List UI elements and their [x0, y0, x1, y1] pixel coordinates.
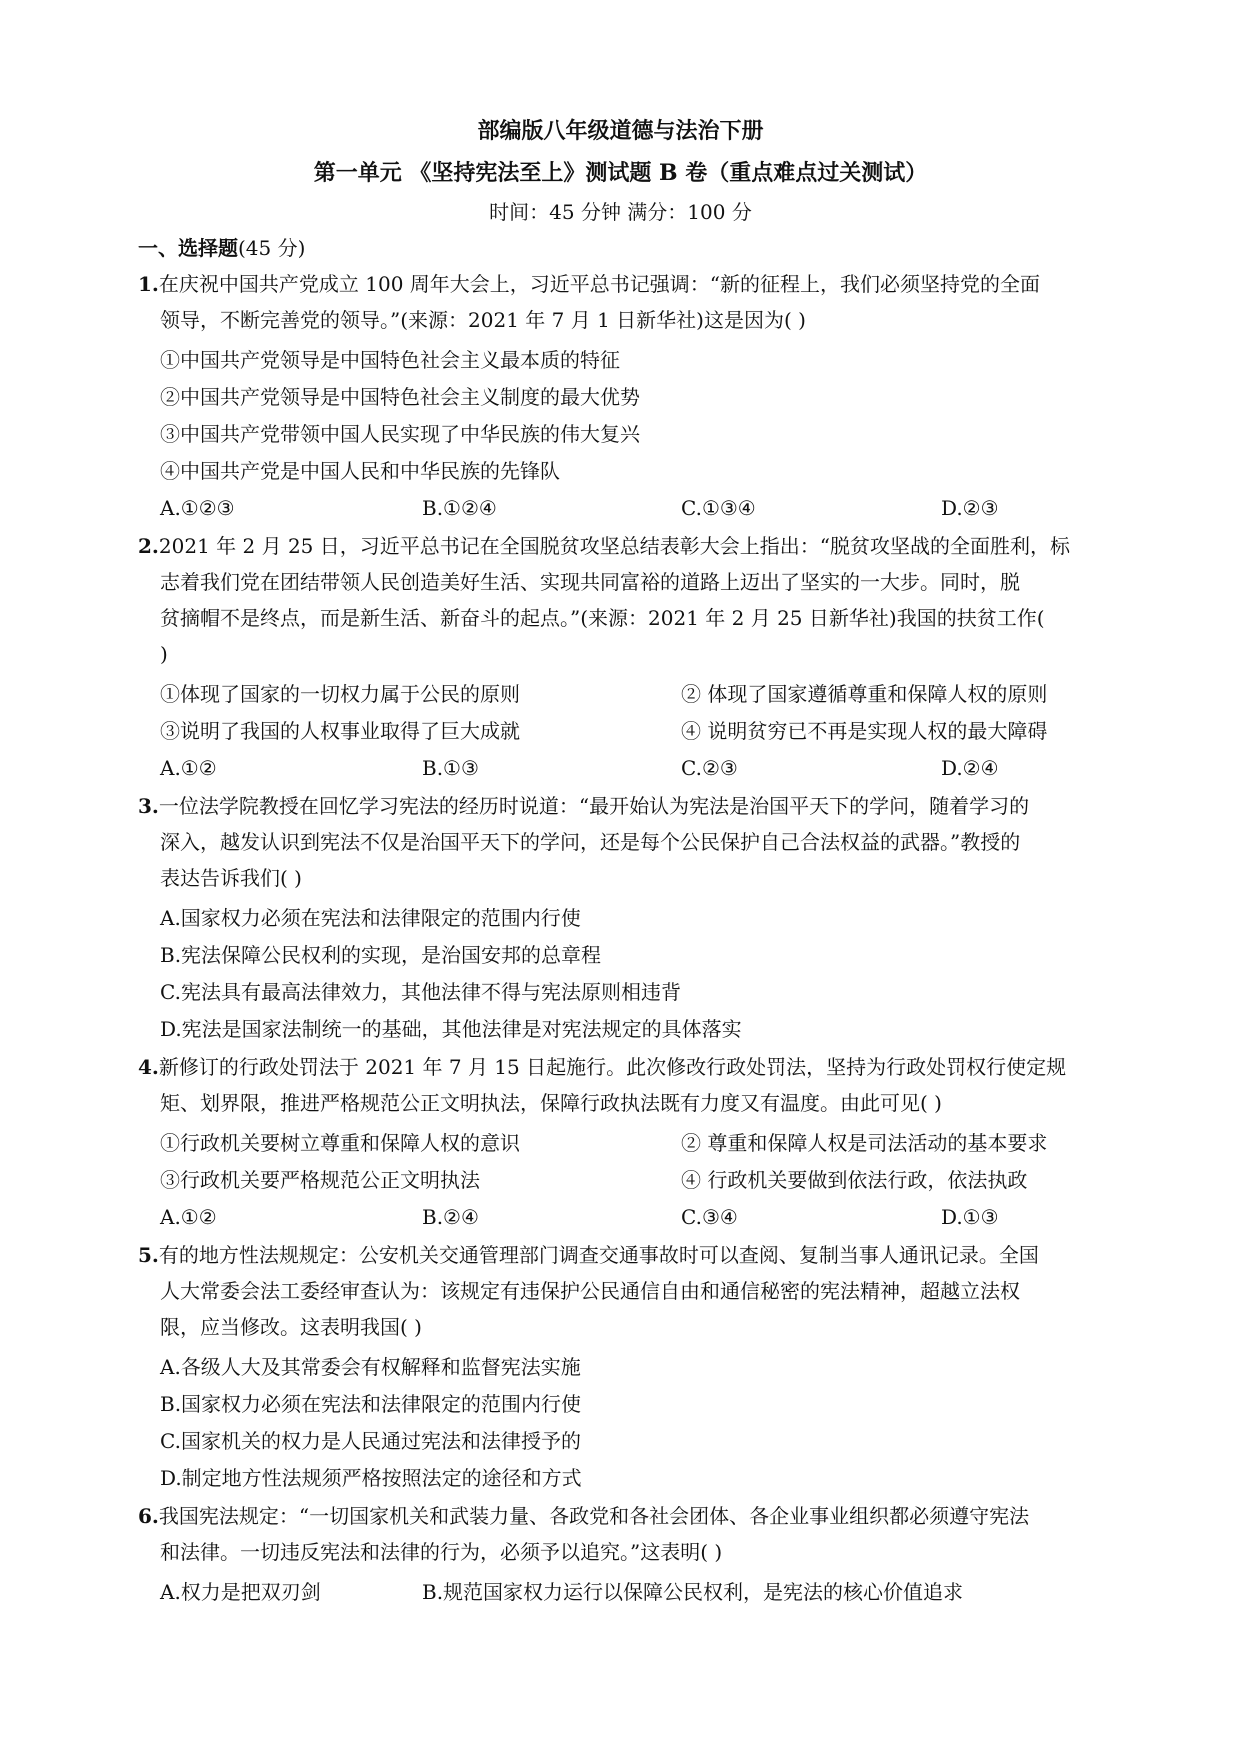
question-number: 6. — [138, 1504, 159, 1528]
question-6-line-1: 6.我国宪法规定：“一切国家机关和武装力量、各政党和各社会团体、各企业事业组织都必须遵守宪法 — [138, 1504, 1030, 1528]
question-4-option-b: B.②④ — [422, 1205, 479, 1229]
question-3-option-a: A.国家权力必须在宪法和法律限定的范围内行使 — [160, 906, 581, 930]
question-4-item-4: ④ 行政机关要做到依法行政，依法执政 — [681, 1168, 1028, 1192]
question-5-option-d: D.制定地方性法规须严格按照法定的途径和方式 — [160, 1466, 582, 1490]
question-2-option-d: D.②④ — [941, 756, 999, 780]
question-4-option-c: C.③④ — [681, 1205, 738, 1229]
question-1-line-2: 领导，不断完善党的领导。”(来源：2021 年 7 月 1 日新华社)这是因为( ) — [160, 308, 806, 332]
question-6-option-b: B.规范国家权力运行以保障公民权利，是宪法的核心价值追求 — [422, 1580, 964, 1604]
exam-time-score: 时间：45 分钟 满分：100 分 — [489, 200, 752, 224]
question-1-line-1: 1.在庆祝中国共产党成立 100 周年大会上，习近平总书记强调：“新的征程上，我们必须坚持党的全面 — [138, 272, 1041, 296]
question-2-line-3: 贫摘帽不是终点，而是新生活、新奋斗的起点。”(来源：2021 年 2 月 25 日新华社)我国的扶贫工作( — [160, 606, 1045, 630]
question-number: 1. — [138, 272, 159, 296]
question-2-line-4: ) — [160, 642, 168, 666]
section-heading — [138, 232, 305, 261]
question-4-line-2: 矩、划界限，推进严格规范公正文明执法，保障行政执法既有力度又有温度。由此可见( ) — [160, 1091, 942, 1115]
question-3-line-3: 表达告诉我们( ) — [160, 866, 302, 890]
question-5-option-b: B.国家权力必须在宪法和法律限定的范围内行使 — [160, 1392, 582, 1416]
question-3-option-c: C.宪法具有最高法律效力，其他法律不得与宪法原则相违背 — [160, 980, 681, 1004]
question-3-line-2: 深入，越发认识到宪法不仅是治国平天下的学问，还是每个公民保护自己合法权益的武器。”教授的 — [160, 830, 1021, 854]
question-1-item-4: ④中国共产党是中国人民和中华民族的先锋队 — [160, 459, 560, 483]
question-3-line-1: 3.一位法学院教授在回忆学习宪法的经历时说道：“最开始认为宪法是治国平天下的学问，随着学习的 — [138, 794, 1030, 818]
question-3-option-b: B.宪法保障公民权利的实现，是治国安邦的总章程 — [160, 943, 602, 967]
question-4-option-d: D.①③ — [941, 1205, 999, 1229]
question-4-item-2: ② 尊重和保障人权是司法活动的基本要求 — [681, 1131, 1048, 1155]
question-2-item-4: ④ 说明贫穷已不再是实现人权的最大障碍 — [681, 719, 1048, 743]
question-2-option-c: C.②③ — [681, 756, 738, 780]
question-5-line-2: 人大常委会法工委经审查认为：该规定有违保护公民通信自由和通信秘密的宪法精神，超越立法权 — [160, 1279, 1020, 1303]
question-number: 4. — [138, 1055, 159, 1079]
question-1-option-a: A.①②③ — [160, 496, 235, 520]
document-subtitle: 第一单元 《坚持宪法至上》测试题 B 卷（重点难点过关测试） — [313, 160, 928, 186]
question-4-item-3: ③行政机关要严格规范公正文明执法 — [160, 1168, 480, 1192]
question-2-item-3: ③说明了我国的人权事业取得了巨大成就 — [160, 719, 520, 743]
question-5-option-a: A.各级人大及其常委会有权解释和监督宪法实施 — [160, 1355, 581, 1379]
question-2-line-2: 志着我们党在团结带领人民创造美好生活、实现共同富裕的道路上迈出了坚实的一大步。同时，脱 — [160, 570, 1020, 594]
question-number: 2. — [138, 534, 159, 558]
question-6-option-a: A.权力是把双刃剑 — [160, 1580, 321, 1604]
question-1-option-b: B.①②④ — [422, 496, 497, 520]
question-5-line-3: 限，应当修改。这表明我国( ) — [160, 1315, 422, 1339]
question-6-line-2: 和法律。一切违反宪法和法律的行为，必须予以追究。”这表明( ) — [160, 1540, 723, 1564]
question-2-item-1: ①体现了国家的一切权力属于公民的原则 — [160, 682, 520, 706]
question-5-line-1: 5.有的地方性法规规定：公安机关交通管理部门调查交通事故时可以查阅、复制当事人通讯记录。全国 — [138, 1243, 1039, 1267]
question-1-option-c: C.①③④ — [681, 496, 756, 520]
question-2-line-1: 2.2021 年 2 月 25 日，习近平总书记在全国脱贫攻坚总结表彰大会上指出：“脱贫攻坚战的全面胜利，标 — [138, 534, 1070, 558]
question-2-item-2: ② 体现了国家遵循尊重和保障人权的原则 — [681, 682, 1048, 706]
question-5-option-c: C.国家机关的权力是人民通过宪法和法律授予的 — [160, 1429, 581, 1453]
question-1-option-d: D.②③ — [941, 496, 999, 520]
question-number: 3. — [138, 794, 159, 818]
question-1-item-3: ③中国共产党带领中国人民实现了中华民族的伟大复兴 — [160, 422, 640, 446]
section-label: 一、选择题 — [138, 236, 238, 260]
question-1-item-2: ②中国共产党领导是中国特色社会主义制度的最大优势 — [160, 385, 640, 409]
question-1-item-1: ①中国共产党领导是中国特色社会主义最本质的特征 — [160, 348, 620, 372]
section-score: (45 分) — [238, 236, 306, 260]
question-number: 5. — [138, 1243, 159, 1267]
question-4-item-1: ①行政机关要树立尊重和保障人权的意识 — [160, 1131, 520, 1155]
question-3-option-d: D.宪法是国家法制统一的基础，其他法律是对宪法规定的具体落实 — [160, 1017, 742, 1041]
question-2-option-b: B.①③ — [422, 756, 479, 780]
question-2-option-a: A.①② — [160, 756, 217, 780]
document-title: 部编版八年级道德与法治下册 — [477, 118, 764, 144]
question-4-line-1: 4.新修订的行政处罚法于 2021 年 7 月 15 日起施行。此次修改行政处罚法，坚持为行政处罚权行使定规 — [138, 1055, 1067, 1079]
question-4-option-a: A.①② — [160, 1205, 217, 1229]
